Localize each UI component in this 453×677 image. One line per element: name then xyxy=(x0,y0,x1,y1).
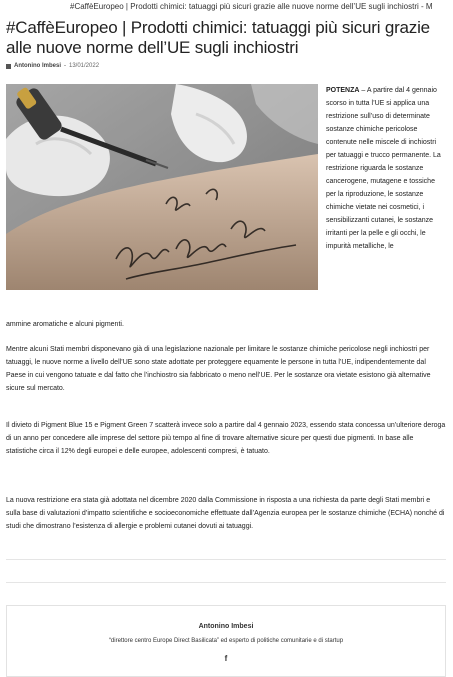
body-paragraph-3: La nuova restrizione era stata già adottata nel dicembre 2020 dalla Commissione in risposta a una richiesta da parte degli Stati membri e sulla base di valutazioni d’impatto scientifiche e socioeconomiche effettuate dall’Agenzia europea per le sostanze chimiche (ECHA) nonché di studi che dimostrano l’esistenza di allergie e problemi cutanei dovuti ai tatuaggi. xyxy=(6,497,445,530)
publish-date: 13/01/2022 xyxy=(69,63,100,69)
article-image xyxy=(6,84,318,290)
article-meta xyxy=(6,63,99,69)
author-box xyxy=(6,605,446,677)
lead-continued: ammine aromatiche e alcuni pigmenti. xyxy=(6,321,124,328)
article-title: #CaffèEuropeo | Prodotti chimici: tatuaggi più sicuri grazie alle nuove norme dell’UE sugli inchiostri xyxy=(6,18,430,57)
ticker-text[interactable]: #CaffèEuropeo | Prodotti chimici: tatuaggi più sicuri grazie alle nuove norme dell’UE sugli inchiostri - M xyxy=(70,2,433,11)
tattoo-photo xyxy=(6,84,318,290)
author-avatar-icon xyxy=(6,64,11,69)
body-paragraph-1: Mentre alcuni Stati membri disponevano già di una legislazione nazionale per limitare le sostanze chimiche pericolose negli inchiostri per tatuaggi, le nuove norme a livello dell’UE sono state adottate per proteggere equamente le persone in tutta l’UE, indipendentemente dal Paese in cui vengono tatuate e dal fatto che l’inchiostro sia fabbricato o meno nell’UE. Per le sostanze ora vietate esistono già alternative sicure sul mercato. xyxy=(6,346,431,392)
divider xyxy=(6,559,446,560)
lead-text: – A partire dal 4 gennaio scorso in tutta l’UE si applica una restrizione sull’uso di determinate sostanze chimiche pericolose contenute nelle miscele di inchiostri per tatuaggi e trucco permanente. La restrizione riguarda le sostanze cancerogene, mutagene e tossiche per la riproduzione, le sostanze chimiche vietate nei cosmetici, i sensibilizzanti cutanei, le sostanze irritanti per la pelle e gli occhi, le impurità metalliche, le xyxy=(326,87,441,250)
author-link[interactable]: Antonino Imbesi xyxy=(14,63,61,69)
author-box-name[interactable]: Antonino Imbesi xyxy=(198,623,254,630)
article-lead xyxy=(326,84,444,253)
author-box-role: “direttore centro Europe Direct Basilicata” ed esperto di politiche comunitarie e di startup xyxy=(108,638,344,644)
dateline-place: POTENZA xyxy=(326,87,360,94)
facebook-icon[interactable]: f xyxy=(224,654,228,663)
meta-separator: - xyxy=(64,63,66,69)
body-paragraph-2: Il divieto di Pigment Blue 15 e Pigment Green 7 scatterà invece solo a partire dal 4 gennaio 2023, essendo stata concessa un’ulteriore deroga di un anno per concedere alle imprese del settore più tempo al fine di trovare alternative sicure per questi due pigmenti. In base alle statistiche circa il 12% degli europei e delle europee, adolescenti compresi, è tatuato. xyxy=(6,422,446,455)
divider xyxy=(6,582,446,583)
news-ticker[interactable] xyxy=(0,0,453,14)
